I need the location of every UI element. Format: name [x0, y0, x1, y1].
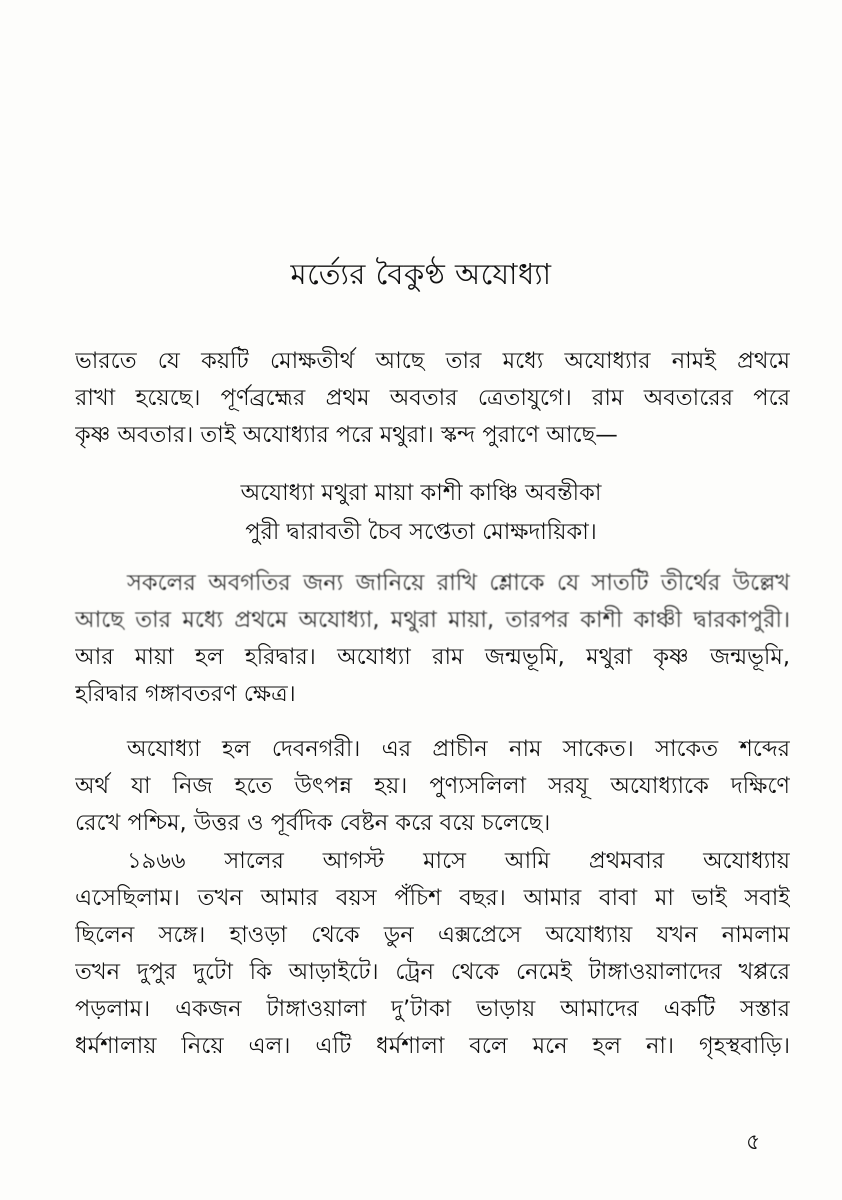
paragraph-line: রেখে পশ্চিম, উত্তর ও পূর্বদিক বেষ্টন করে বয়ে চলেছে।	[75, 810, 551, 836]
paragraph-line: আর মায়া হল হরিদ্বার। অযোধ্যা রাম জন্মভূমি, মথুরা কৃষ্ণ জন্মভূমি,	[75, 644, 790, 670]
paragraph-line: ১৯৬৬ সালের আগস্ট মাসে আমি প্রথমবার অযোধ্যায়	[127, 848, 790, 874]
paragraph-3	[75, 731, 790, 842]
paragraph-2	[75, 565, 790, 713]
paragraph-line: সকলের অবগতির জন্য জানিয়ে রাখি শ্লোকে যে সাতটি তীর্থের উল্লেখ	[127, 570, 790, 596]
page-number: ৫	[746, 1130, 761, 1155]
verse-line-1: অযোধ্যা মথুরা মায়া কাশী কাঞ্চি অবন্তীকা	[240, 480, 602, 506]
verse-line-2: পুরী দ্বারাবতী চৈব সপ্তেতা মোক্ষদায়িকা।	[245, 519, 597, 545]
paragraph-line: ভারতে যে কয়টি মোক্ষতীর্থ আছে তার মধ্যে অযোধ্যার নামই প্রথমে	[75, 348, 790, 374]
paragraph-line: অর্থ যা নিজ হতে উৎপন্ন হয়। পুণ্যসলিলা সরযূ অযোধ্যাকে দক্ষিণে	[75, 773, 790, 799]
paragraph-line: এসেছিলাম। তখন আমার বয়স পঁচিশ বছর। আমার বাবা মা ভাই সবাই	[75, 885, 790, 911]
paragraph-line: আছে তার মধ্যে প্রথমে অযোধ্যা, মথুরা মায়া, তারপর কাশী কাঞ্চী দ্বারকাপুরী।	[75, 607, 790, 633]
paragraph-line: কৃষ্ণ অবতার। তাই অযোধ্যার পরে মথুরা। স্কন্দ পুরাণে আছে—	[75, 422, 618, 448]
paragraph-1	[75, 343, 790, 454]
paragraph-4	[75, 843, 790, 1065]
paragraph-line: ছিলেন সঙ্গে। হাওড়া থেকে ডুন এক্সপ্রেসে অযোধ্যায় যখন নামলাম	[75, 922, 790, 948]
chapter-title: মর্ত্যের বৈকুণ্ঠ অযোধ্যা	[290, 257, 552, 291]
paragraph-line: ধর্মশালায় নিয়ে এল। এটি ধর্মশালা বলে মনে হল না। গৃহস্থবাড়ি।	[75, 1033, 790, 1059]
paragraph-line: অযোধ্যা হল দেবনগরী। এর প্রাচীন নাম সাকেত। সাকেত শব্দের	[127, 736, 790, 762]
paragraph-line: পড়লাম। একজন টাঙ্গাওয়ালা দু’টাকা ভাড়ায় আমাদের একটি সস্তার	[75, 996, 790, 1022]
paragraph-line: হরিদ্বার গঙ্গাবতরণ ক্ষেত্র।	[75, 681, 296, 707]
paragraph-line: তখন দুপুর দুটো কি আড়াইটে। ট্রেন থেকে নেমেই টাঙ্গাওয়ালাদের খপ্পরে	[75, 959, 790, 985]
paragraph-line: রাখা হয়েছে। পূর্ণব্রহ্মের প্রথম অবতার ত্রেতাযুগে। রাম অবতারের পরে	[75, 385, 790, 411]
